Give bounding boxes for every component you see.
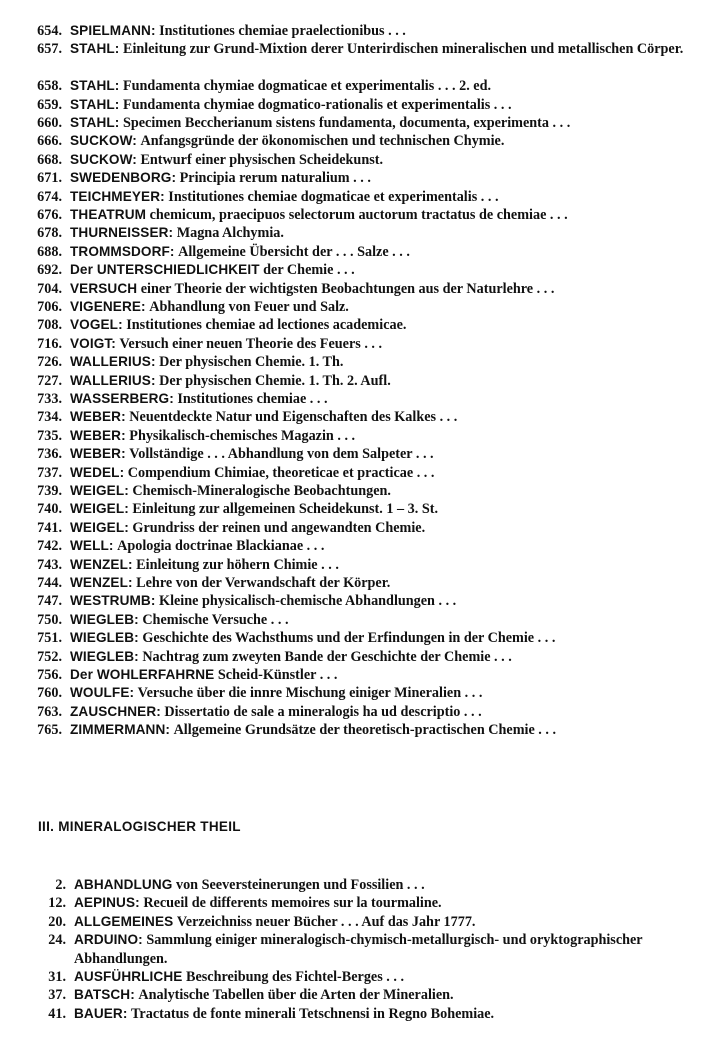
entry-author: SWEDENBORG:	[70, 170, 177, 186]
entry-text	[70, 114, 709, 132]
entry-text	[70, 611, 709, 629]
entry-title: Beschreibung des Fichtel-Berges . . .	[185, 969, 405, 985]
entry-title: Entwurf einer physischen Scheidekunst.	[140, 151, 383, 168]
entry-author: WIEGLEB:	[70, 630, 139, 646]
entry-author: WALLERIUS:	[70, 372, 156, 388]
entry-title: Magna Alchymia.	[176, 225, 284, 242]
entry-text	[70, 169, 709, 187]
entry-number: 678.	[37, 225, 62, 242]
entry-author: WEIGEL:	[70, 483, 129, 498]
entry-title: Chemisch-Mineralogische Beobachtungen.	[132, 483, 391, 499]
entry-title: Dissertatio de sale a mineralogis ha ud descriptio . . .	[164, 703, 482, 720]
entry-author: WEDEL:	[70, 464, 125, 480]
entry-author: WEIGEL:	[70, 519, 129, 535]
entry-title: Grundriss der reinen und angewandten Chemie.	[132, 519, 426, 536]
entry-author: WASSERBERG:	[70, 391, 174, 406]
entry-title: Scheid-Künstler . . .	[217, 667, 338, 683]
entry-number: 744.	[37, 575, 62, 591]
entry-author: WESTRUMB:	[70, 593, 156, 609]
entry-author: VOGEL:	[70, 317, 123, 333]
entry-text	[70, 519, 709, 537]
entry-author: ZIMMERMANN:	[70, 722, 171, 738]
entry-author: SUCKOW:	[70, 133, 137, 149]
entry-text	[70, 206, 709, 224]
entry-author: ARDUINO:	[74, 932, 143, 948]
entry-number: 12.	[48, 895, 66, 912]
entry-title: Chemische Versuche . . .	[142, 611, 289, 628]
entry-number: 737.	[37, 464, 62, 481]
entry-number: 751.	[37, 630, 62, 647]
entry-number: 24.	[48, 932, 66, 949]
entry-text	[74, 1005, 709, 1023]
entry-text	[74, 968, 709, 986]
entry-text	[70, 316, 709, 334]
entry-title: von Seeversteinerungen und Fossilien . . .	[175, 877, 425, 893]
entry-text	[70, 261, 709, 279]
entry-text	[70, 537, 709, 555]
entry-title: Lehre von der Verwandschaft der Körper.	[136, 575, 391, 591]
entry-title: Einleitung zur Grund-Mixtion derer Unterirdischen mineralischen und metallischen Cörper.	[122, 41, 684, 58]
entry-number: 716.	[37, 335, 62, 352]
entry-text	[74, 894, 709, 912]
entry-number: 752.	[37, 648, 62, 665]
entry-title: Anfangsgründe der ökonomischen und technischen Chymie.	[140, 133, 505, 150]
entry-text	[70, 464, 709, 482]
entry-author: TEICHMEYER:	[70, 188, 165, 204]
entry-text	[70, 353, 709, 371]
entry-number: 756.	[37, 667, 62, 683]
entry-number: 41.	[48, 1005, 66, 1022]
entry-text	[70, 500, 709, 518]
entry-number: 676.	[37, 207, 62, 223]
entry-title: Specimen Beccherianum sistens fundamenta, documenta, experimenta . . .	[122, 115, 571, 131]
entry-number: 741.	[37, 519, 62, 536]
entry-text	[70, 648, 709, 666]
entry-number: 763.	[37, 703, 62, 720]
entry-title: Abhandlung von Feuer und Salz.	[149, 299, 349, 315]
entry-title: der Chemie . . .	[263, 262, 355, 279]
entry-author: WIEGLEB:	[70, 648, 139, 664]
entry-text	[70, 390, 709, 408]
entry-text	[70, 629, 709, 647]
entry-text	[74, 931, 709, 968]
entry-title: einer Theorie der wichtigsten Beobachtungen aus der Naturlehre . . .	[140, 280, 555, 297]
entry-author: TROMMSDORF:	[70, 243, 175, 259]
entry-text	[70, 40, 709, 58]
entry-author: AEPINUS:	[74, 895, 140, 911]
entry-text	[74, 986, 709, 1004]
entry-title: Institutiones chemiae dogmaticae et experimentalis . . .	[168, 188, 499, 205]
entry-title: Institutiones chemiae praelectionibus . . .	[159, 23, 406, 39]
entry-author: WELL:	[70, 538, 114, 554]
entry-number: 37.	[48, 987, 66, 1004]
entry-number: 2.	[55, 877, 66, 893]
entry-author: WEBER:	[70, 446, 126, 462]
entry-title: Der physischen Chemie. 1. Th.	[159, 354, 344, 371]
entry-number: 654.	[37, 23, 62, 39]
entry-author: STAHL:	[70, 115, 120, 130]
entry-title: Geschichte des Wachsthums und der Erfindungen in der Chemie . . .	[142, 630, 556, 647]
entry-title: Apologia doctrinae Blackianae . . .	[117, 538, 325, 555]
entry-text	[70, 298, 709, 316]
entry-text	[70, 427, 709, 445]
entry-title: Institutiones chemiae . . .	[177, 391, 328, 407]
entry-number: 742.	[37, 538, 62, 555]
entry-author: THURNEISSER:	[70, 225, 174, 241]
entry-author: AUSFÜHRLICHE	[74, 969, 183, 984]
entry-title: Neuentdeckte Natur und Eigenschaften des Kalkes . . .	[129, 409, 458, 426]
entry-title: Versuch einer neuen Theorie des Feuers . . .	[119, 335, 383, 352]
entry-text	[70, 592, 709, 610]
entry-title: Analytische Tabellen über die Arten der Mineralien.	[138, 987, 454, 1004]
entry-author: WEBER:	[70, 409, 126, 425]
section-heading: III. MINERALOGISCHER THEIL	[38, 819, 241, 834]
entry-title: Recueil de differents memoires sur la tourmaline.	[143, 895, 442, 912]
entry-author: Der WOHLERFAHRNE	[70, 667, 215, 682]
entry-text	[70, 445, 709, 463]
entry-title: Allgemeine Übersicht der . . . Salze . . .	[178, 243, 410, 260]
entry-number: 726.	[37, 354, 62, 371]
entry-title: Kleine physicalisch-chemische Abhandlungen . . .	[159, 593, 457, 610]
entry-author: WENZEL:	[70, 575, 133, 590]
entry-title: chemicum, praecipuos selectorum auctorum tractatus de chemiae . . .	[149, 207, 568, 223]
entry-text	[70, 132, 709, 150]
entry-number: 658.	[37, 78, 62, 95]
entry-title: Fundamenta chymiae dogmatico-rationalis et experimentalis . . .	[122, 96, 512, 113]
entry-title: Compendium Chimiae, theoreticae et practicae . . .	[127, 464, 435, 481]
entry-text	[74, 913, 709, 931]
entry-text	[70, 703, 709, 721]
entry-number: 708.	[37, 317, 62, 334]
entry-author: WOULFE:	[70, 685, 135, 701]
entry-text	[70, 224, 709, 242]
entry-number: 688.	[37, 243, 62, 260]
entry-author: SUCKOW:	[70, 151, 137, 167]
entry-author: Der UNTERSCHIEDLICHKEIT	[70, 262, 260, 278]
entry-text	[74, 876, 709, 894]
entry-author: ALLGEMEINES	[74, 913, 174, 929]
entry-text	[70, 22, 709, 40]
entry-title: Versuche über die innre Mischung einiger Mineralien . . .	[137, 685, 483, 702]
entry-title: Einleitung zur allgemeinen Scheidekunst. 1 – 3. St.	[132, 501, 438, 518]
entry-number: 20.	[48, 913, 66, 930]
entry-text	[70, 77, 709, 95]
entry-text	[70, 556, 709, 574]
entry-author: BATSCH:	[74, 987, 135, 1003]
entry-number: 740.	[37, 501, 62, 518]
entry-text	[70, 280, 709, 298]
entry-number: 660.	[37, 115, 62, 131]
entry-author: BAUER:	[74, 1005, 128, 1021]
entry-number: 733.	[37, 391, 62, 407]
entry-author: STAHL:	[70, 78, 120, 94]
entry-author: VOIGT:	[70, 335, 116, 351]
entry-author: SPIELMANN:	[70, 23, 156, 38]
entry-number: 666.	[37, 133, 62, 150]
entry-number: 743.	[37, 556, 62, 573]
entry-text	[70, 372, 709, 390]
entry-text	[70, 684, 709, 702]
entry-number: 736.	[37, 446, 62, 463]
entry-number: 657.	[37, 41, 62, 58]
entry-title: Institutiones chemiae ad lectiones academicae.	[126, 317, 407, 334]
entry-author: WIEGLEB:	[70, 611, 139, 627]
entry-title: Tractatus de fonte minerali Tetschnensi in Regno Bohemiae.	[131, 1005, 495, 1022]
entry-number: 739.	[37, 483, 62, 499]
entry-text	[70, 574, 709, 592]
entry-text	[70, 335, 709, 353]
entry-number: 750.	[37, 611, 62, 628]
entry-text	[70, 151, 709, 169]
entry-author: WEIGEL:	[70, 501, 129, 517]
entry-author: ABHANDLUNG	[74, 877, 173, 892]
entry-title: Fundamenta chymiae dogmaticae et experimentalis . . . 2. ed.	[122, 78, 492, 95]
entry-title: Vollständige . . . Abhandlung von dem Salpeter . . .	[129, 446, 434, 463]
entry-number: 674.	[37, 188, 62, 205]
entry-author: ZAUSCHNER:	[70, 703, 161, 719]
entry-title: Physikalisch-chemisches Magazin . . .	[129, 427, 356, 444]
entry-number: 765.	[37, 722, 62, 739]
entry-number: 692.	[37, 262, 62, 279]
entry-title: Principia rerum naturalium . . .	[179, 170, 371, 187]
entry-text	[70, 243, 709, 261]
entry-text	[70, 482, 709, 500]
entry-number: 659.	[37, 96, 62, 113]
entry-number: 734.	[37, 409, 62, 426]
entry-title: Nachtrag zum zweyten Bande der Geschichte der Chemie . . .	[142, 648, 512, 665]
entry-number: 668.	[37, 151, 62, 168]
entry-number: 706.	[37, 299, 62, 315]
entry-title: Einleitung zur höhern Chimie . . .	[136, 556, 339, 573]
entry-text	[70, 666, 709, 684]
entry-number: 735.	[37, 427, 62, 444]
entry-title: Der physischen Chemie. 1. Th. 2. Aufl.	[159, 372, 391, 389]
entry-author: WEBER:	[70, 427, 126, 443]
entry-title: Allgemeine Grundsätze der theoretisch-practischen Chemie . . .	[173, 722, 557, 739]
entry-number: 760.	[37, 685, 62, 702]
entry-number: 704.	[37, 280, 62, 297]
entry-author: VERSUCH	[70, 280, 138, 296]
entry-author: WENZEL:	[70, 556, 133, 572]
entry-text	[70, 408, 709, 426]
entry-author: WALLERIUS:	[70, 354, 156, 370]
entry-number: 31.	[48, 969, 66, 985]
entry-author: VIGENERE:	[70, 299, 146, 314]
entry-number: 727.	[37, 372, 62, 389]
entry-title: Sammlung einiger mineralogisch-chymisch-metallurgisch- und oryktographischer Abhandlungen.	[74, 932, 643, 967]
entry-title: Verzeichniss neuer Bücher . . . Auf das Jahr 1777.	[176, 913, 476, 930]
entry-text	[70, 721, 709, 739]
entry-text	[70, 188, 709, 206]
entry-author: STAHL:	[70, 96, 120, 112]
entry-number: 747.	[37, 593, 62, 610]
entry-number: 671.	[37, 170, 62, 187]
entry-text	[70, 96, 709, 114]
entry-author: STAHL:	[70, 41, 120, 57]
entry-author: THEATRUM	[70, 207, 147, 222]
